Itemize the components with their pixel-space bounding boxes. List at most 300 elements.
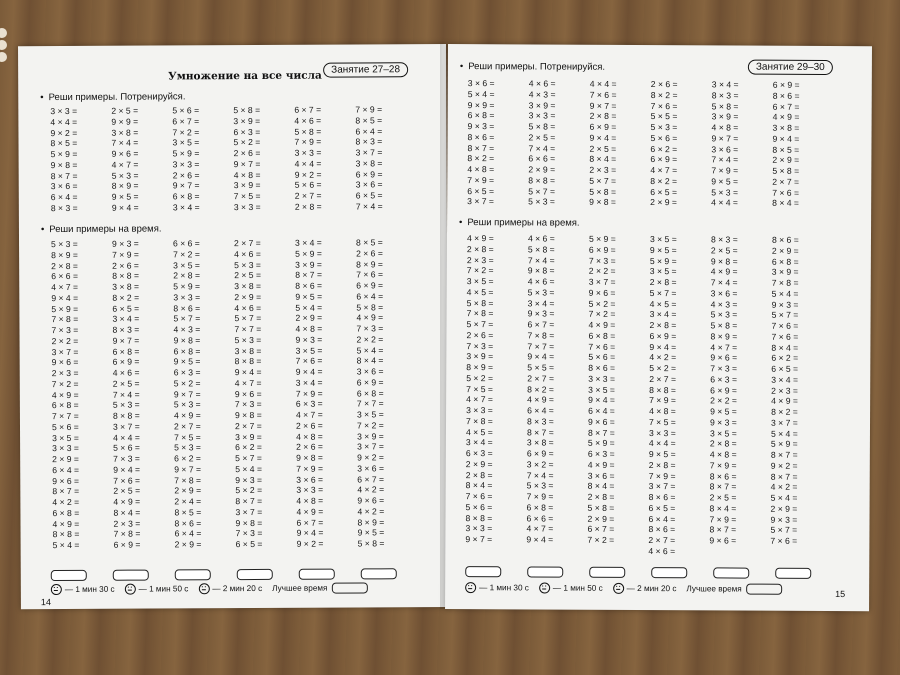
answer-box[interactable]: [237, 569, 273, 580]
exercise: 9 × 3 =: [709, 417, 737, 428]
answer-boxes-row: [465, 566, 811, 579]
exercise: 6 × 5 =: [112, 303, 140, 314]
answer-box[interactable]: [465, 566, 501, 577]
exercise: 9 × 8 =: [527, 265, 555, 276]
exercise: 6 × 7 =: [294, 104, 322, 115]
exercise: 6 × 6 =: [528, 153, 556, 164]
exercise: 8 × 7 =: [467, 142, 495, 153]
exercise: 4 × 4 =: [589, 78, 617, 89]
exercise: 4 × 5 =: [466, 286, 494, 297]
exercise: 5 × 4 =: [771, 288, 799, 299]
exercise: 9 × 7 =: [173, 388, 201, 399]
exercise: 6 × 8 =: [173, 345, 201, 356]
exercise: 2 × 7 =: [294, 190, 322, 201]
exercise: 2 × 9 =: [174, 485, 202, 496]
exercise: 2 × 6 =: [296, 441, 323, 453]
exercise: 2 × 5 =: [112, 378, 140, 389]
exercise: 3 × 9 =: [711, 111, 739, 122]
exercise: 4 × 2 =: [770, 481, 798, 493]
exercise: 9 × 6 =: [234, 388, 262, 399]
exercise: 8 × 6 =: [771, 234, 799, 245]
exercise: 3 × 6 =: [711, 143, 739, 155]
exercise: 7 × 6 =: [356, 269, 383, 280]
exercise: 8 × 6 =: [709, 470, 737, 482]
exercise: 8 × 5 =: [50, 138, 78, 149]
exercise: 8 × 6 =: [772, 90, 800, 101]
lesson-badge: Занятие 29–30: [748, 60, 833, 75]
exercise: 2 × 9 =: [770, 503, 798, 514]
exercise: 5 × 3 =: [650, 122, 678, 133]
exercise: 8 × 4 =: [113, 507, 141, 518]
exercise: 3 × 3 =: [528, 110, 556, 121]
exercise: 6 × 8 =: [526, 502, 554, 513]
exercise: 3 × 3 =: [233, 201, 261, 212]
exercise: 9 × 8 =: [50, 159, 78, 170]
exercise: 7 × 6 =: [588, 341, 616, 352]
exercise: 9 × 6 =: [357, 495, 385, 506]
exercise-column: [234, 238, 297, 550]
exercise: 6 × 5 =: [648, 502, 676, 513]
exercise: 6 × 8 =: [112, 346, 140, 357]
exercise: 5 × 3 =: [51, 238, 78, 250]
exercise-column: [233, 105, 295, 213]
exercise: 3 × 3 =: [466, 405, 493, 416]
exercise-column: [356, 237, 419, 549]
exercise: 2 × 3 =: [589, 164, 617, 175]
exercise: 9 × 4 =: [588, 394, 615, 406]
exercise: 3 × 3 =: [172, 159, 200, 170]
legend-time-2: — 1 мин 50 с: [138, 584, 189, 594]
answer-box[interactable]: [361, 568, 397, 579]
exercise: 4 × 8 =: [295, 323, 323, 334]
exercise: 5 × 4 =: [770, 492, 798, 503]
exercise: 3 × 4 =: [112, 313, 140, 325]
exercise: 3 × 6 =: [356, 366, 384, 377]
exercise: 5 × 9 =: [173, 281, 201, 292]
exercise: 3 × 9 =: [528, 99, 556, 111]
exercise: 5 × 6 =: [650, 132, 678, 143]
exercise: 5 × 3 =: [174, 442, 201, 453]
best-time-box[interactable]: [746, 584, 782, 595]
exercise: 3 × 4 =: [295, 377, 323, 388]
exercise: 7 × 3 =: [113, 453, 140, 464]
exercise: 3 × 4 =: [172, 202, 200, 213]
answer-box[interactable]: [527, 566, 563, 577]
exercise: 4 × 6 =: [294, 115, 322, 126]
left-page: [18, 44, 449, 609]
exercise: 5 × 3 =: [528, 196, 555, 207]
exercise: 6 × 9 =: [356, 280, 384, 291]
exercise: 9 × 5 =: [649, 244, 677, 255]
exercise: 7 × 6 =: [465, 491, 493, 502]
exercise: 8 × 7 =: [52, 486, 80, 497]
time-legend: [51, 582, 378, 595]
exercise: 7 × 4 =: [112, 389, 140, 400]
exercise: 3 × 4 =: [527, 297, 555, 309]
exercise: 4 × 2 =: [52, 496, 80, 508]
exercise: 6 × 2 =: [771, 352, 799, 364]
exercise: 4 × 5 =: [649, 298, 677, 309]
exercise: 6 × 4 =: [527, 405, 554, 416]
exercise: 6 × 4 =: [356, 291, 384, 302]
exercise: 9 × 6 =: [51, 357, 79, 368]
exercise: 5 × 4 =: [235, 463, 263, 474]
exercise: 2 × 6 =: [112, 260, 139, 271]
exercise: 7 × 4 =: [355, 201, 383, 212]
exercise: 9 × 7 =: [174, 464, 202, 475]
exercise: 9 × 6 =: [709, 535, 737, 546]
exercise: 4 × 8 =: [709, 449, 737, 460]
neutral-face-icon: [125, 584, 136, 595]
exercise: 2 × 2 =: [356, 334, 384, 345]
exercise: 2 × 3 =: [466, 254, 494, 265]
exercise: 7 × 3 =: [51, 324, 79, 336]
exercise: 4 × 7 =: [526, 523, 554, 534]
exercise: 6 × 5 =: [467, 185, 495, 196]
exercise: 5 × 8 =: [587, 502, 615, 513]
exercise: 2 × 9 =: [465, 458, 493, 469]
exercise-column: [526, 233, 589, 556]
exercise-column: [51, 239, 114, 551]
exercise: 8 × 3 =: [527, 416, 554, 427]
answer-box[interactable]: [175, 569, 211, 580]
exercise: 7 × 9 =: [467, 174, 495, 185]
exercise: 2 × 6 =: [233, 147, 261, 159]
exercise: 4 × 6 =: [112, 367, 140, 378]
exercise: 2 × 9 =: [528, 164, 556, 175]
exercise: 7 × 5 =: [648, 416, 676, 427]
exercise: 4 × 8 =: [467, 164, 495, 175]
exercise: 4 × 7 =: [234, 377, 262, 388]
exercise: 8 × 8 =: [234, 356, 262, 367]
exercise: 5 × 6 =: [465, 501, 493, 512]
exercise: 9 × 3 =: [235, 474, 263, 485]
exercise: 9 × 5 =: [711, 176, 739, 187]
exercise: 3 × 7 =: [355, 147, 383, 158]
exercise: 5 × 6 =: [588, 351, 616, 363]
exercise: 3 × 6 =: [50, 181, 78, 192]
exercise: 7 × 2 =: [51, 378, 79, 389]
exercise: 5 × 9 =: [770, 438, 798, 450]
exercise: 7 × 6 =: [113, 475, 141, 486]
exercise: 3 × 5 =: [173, 259, 200, 270]
exercise: 6 × 8 =: [356, 387, 384, 398]
exercise: 8 × 3 =: [710, 234, 738, 245]
neutral-face-icon: [539, 582, 550, 593]
exercise: 4 × 9 =: [587, 459, 615, 470]
exercise: 6 × 2 =: [650, 143, 678, 154]
exercise: 3 × 9 =: [233, 180, 261, 191]
exercise: 5 × 3 =: [112, 399, 140, 410]
exercise: 3 × 3 =: [588, 373, 616, 384]
exercise: 5 × 3 =: [527, 287, 555, 298]
exercise: 9 × 6 =: [588, 287, 616, 298]
exercise-column: [294, 104, 356, 212]
exercise: 7 × 4 =: [711, 154, 739, 165]
exercise: 3 × 5 =: [172, 137, 200, 148]
exercise: 6 × 9 =: [526, 448, 554, 459]
exercise: 2 × 8 =: [466, 243, 494, 254]
exercise: 8 × 2 =: [527, 383, 554, 395]
exercise: 6 × 8 =: [52, 507, 80, 518]
exercise: 5 × 5 =: [650, 111, 678, 122]
exercise: 8 × 8 =: [465, 512, 493, 523]
exercise: 4 × 9 =: [113, 496, 141, 507]
exercise: 5 × 7 =: [649, 287, 677, 298]
exercise: 2 × 9 =: [174, 539, 202, 550]
exercise: 3 × 5 =: [649, 234, 677, 245]
exercise: 6 × 7 =: [357, 473, 385, 484]
exercise: 6 × 8 =: [51, 400, 79, 411]
exercise: 2 × 9 =: [772, 154, 800, 166]
exercise: 5 × 7 =: [770, 524, 798, 536]
exercise: 7 × 8 =: [51, 314, 79, 325]
exercise: 5 × 8 =: [466, 297, 494, 308]
exercise: 3 × 8 =: [526, 437, 554, 448]
exercise: 7 × 9 =: [526, 491, 554, 502]
exercise: 8 × 5 =: [356, 237, 383, 248]
exercise: 4 × 4 =: [50, 116, 78, 127]
exercise: 7 × 8 =: [771, 277, 799, 288]
exercise: 9 × 2 =: [770, 460, 798, 471]
exercise: 8 × 9 =: [710, 331, 738, 342]
exercise-column: [587, 234, 650, 557]
exercise: 7 × 4 =: [526, 469, 554, 481]
exercise: 2 × 5 =: [589, 143, 617, 154]
page-title: Умножение на все числа: [168, 69, 322, 83]
exercise: 7 × 6 =: [295, 355, 323, 367]
exercise: 2 × 9 =: [771, 245, 799, 256]
exercise-column: [709, 234, 772, 557]
best-time-box[interactable]: [331, 582, 367, 593]
exercise: 7 × 3 =: [588, 255, 616, 266]
exercise: 5 × 6 =: [294, 179, 322, 191]
answer-box[interactable]: [589, 567, 625, 578]
instruction-timed: • Реши примеры на время.: [41, 223, 162, 235]
exercise: 7 × 4 =: [111, 137, 139, 149]
exercise: 9 × 4 =: [295, 366, 323, 377]
exercise: 6 × 2 =: [235, 442, 262, 453]
exercise: 7 × 9 =: [648, 470, 676, 481]
exercise: 8 × 6 =: [648, 492, 676, 503]
exercise: 3 × 3 =: [52, 443, 79, 454]
exercise: 3 × 7 =: [357, 441, 384, 452]
exercise: 5 × 8 =: [357, 538, 385, 549]
exercise: 9 × 7 =: [112, 335, 140, 346]
exercise: 2 × 8 =: [587, 491, 615, 502]
exercise: 5 × 6 =: [172, 105, 200, 116]
answer-box[interactable]: [651, 567, 687, 578]
exercise-column: [50, 106, 112, 214]
exercise: 6 × 9 =: [113, 539, 141, 550]
exercise: 3 × 5 =: [709, 427, 737, 439]
exercise: 9 × 7 =: [465, 534, 493, 545]
exercise: 7 × 6 =: [650, 100, 678, 111]
answer-boxes-row: [51, 568, 397, 581]
exercise: 4 × 8 =: [296, 431, 323, 442]
exercise: 7 × 9 =: [296, 463, 324, 474]
exercise: 9 × 4 =: [589, 132, 617, 143]
exercise: 2 × 7 =: [648, 535, 676, 546]
exercise: 7 × 2 =: [172, 126, 200, 137]
answer-box[interactable]: [299, 569, 335, 580]
exercise: 9 × 7 =: [233, 158, 261, 169]
exercise: 5 × 6 =: [113, 442, 140, 453]
exercise: 2 × 9 =: [587, 513, 615, 524]
exercise: 3 × 7 =: [648, 481, 676, 492]
exercise: 7 × 8 =: [527, 330, 555, 341]
exercise: 2 × 8 =: [649, 277, 677, 288]
exercise: 9 × 4 =: [772, 133, 800, 144]
exercise: 6 × 9 =: [649, 330, 677, 341]
exercise: 2 × 3 =: [51, 367, 79, 379]
answer-box[interactable]: [51, 570, 87, 581]
exercise: 5 × 8 =: [527, 244, 555, 255]
exercise: 4 × 2 =: [649, 352, 677, 363]
exercise: 2 × 9 =: [650, 197, 677, 208]
exercise: 8 × 6 =: [295, 280, 323, 291]
exercise: 9 × 4 =: [296, 527, 324, 539]
exercise: 2 × 9 =: [52, 453, 79, 465]
exercise: 7 × 7 =: [356, 398, 384, 409]
exercise: 7 × 9 =: [709, 460, 737, 471]
exercise: 5 × 4 =: [356, 344, 384, 355]
exercise: 8 × 5 =: [355, 115, 383, 126]
exercise: 7 × 3 =: [356, 323, 384, 334]
exercise: 6 × 7 =: [527, 319, 555, 330]
exercise: 4 × 9 =: [588, 319, 616, 330]
exercise: 4 × 9 =: [296, 506, 324, 517]
exercise-column: [465, 233, 528, 556]
exercise: 3 × 3 =: [50, 105, 78, 117]
exercise: 7 × 6 =: [770, 535, 798, 546]
exercise: 3 × 8 =: [234, 280, 262, 292]
exercise: 4 × 9 =: [771, 395, 798, 407]
exercise: 5 × 8 =: [356, 301, 384, 312]
exercise: 2 × 6 =: [295, 420, 323, 431]
exercise: 3 × 6 =: [710, 288, 738, 299]
exercise: 5 × 3 =: [111, 170, 139, 181]
exercise: 8 × 7 =: [235, 495, 263, 507]
exercise: 7 × 3 =: [235, 528, 263, 539]
exercise-column: [467, 78, 529, 207]
exercise: 3 × 6 =: [355, 179, 383, 190]
exercise-column: [589, 79, 651, 208]
exercise: 9 × 5 =: [295, 291, 323, 302]
exercise: 2 × 3 =: [771, 385, 798, 396]
exercise: 6 × 3 =: [465, 448, 493, 459]
exercise: 4 × 2 =: [357, 506, 385, 517]
instruction-practice: • Реши примеры. Потренируйся.: [460, 61, 605, 73]
exercise: 3 × 5 =: [52, 432, 79, 443]
exercise: 6 × 6 =: [51, 271, 79, 282]
exercise-column: [172, 105, 234, 213]
exercise: 5 × 7 =: [235, 452, 262, 464]
exercise-column: [528, 78, 590, 207]
exercise: 4 × 9 =: [51, 389, 79, 400]
exercise: 9 × 2 =: [50, 127, 78, 138]
exercise: 9 × 6 =: [52, 475, 80, 486]
exercise: 5 × 3 =: [711, 186, 739, 198]
exercise-column: [112, 238, 175, 550]
exercise: 2 × 9 =: [295, 312, 323, 324]
best-time-label: Лучшее время: [272, 583, 328, 593]
exercise: 6 × 9 =: [355, 168, 383, 179]
exercise: 7 × 8 =: [466, 308, 494, 319]
exercise: 8 × 8 =: [528, 175, 556, 186]
exercise: 9 × 9 =: [467, 99, 495, 110]
exercise: 9 × 5 =: [648, 449, 676, 460]
exercise: 5 × 7 =: [771, 309, 799, 321]
exercise: 4 × 7 =: [111, 159, 139, 170]
exercise: 4 × 5 =: [465, 426, 493, 437]
exercise: 2 × 7 =: [234, 420, 262, 431]
exercise: 4 × 6 =: [527, 233, 555, 244]
exercise: 9 × 5 =: [710, 406, 737, 417]
exercise: 8 × 7 =: [770, 471, 798, 482]
exercise: 5 × 3 =: [173, 399, 201, 410]
exercise: 3 × 5 =: [588, 384, 615, 395]
exercise: 2 × 7 =: [173, 421, 201, 432]
answer-box[interactable]: [713, 567, 749, 578]
exercise: 3 × 8 =: [112, 281, 140, 292]
exercise: 8 × 7 =: [587, 427, 615, 438]
exercise: 7 × 3 =: [466, 340, 494, 351]
exercise: 9 × 8 =: [296, 452, 323, 463]
exercise: 8 × 6 =: [588, 362, 616, 373]
exercise: 9 × 4 =: [111, 202, 139, 213]
exercise: 3 × 4 =: [295, 237, 322, 248]
answer-box[interactable]: [775, 568, 811, 579]
exercise: 7 × 9 =: [711, 165, 739, 176]
legend-time-1: — 1 мин 30 с: [479, 583, 529, 593]
exercise: 3 × 4 =: [465, 437, 493, 448]
exercise: 4 × 9 =: [52, 518, 80, 529]
exercise: 5 × 9 =: [649, 255, 677, 266]
answer-box[interactable]: [113, 570, 149, 581]
exercise: 4 × 4 =: [294, 158, 322, 169]
exercise-column: [355, 104, 417, 212]
exercise: 5 × 7 =: [589, 175, 617, 186]
exercise: 2 × 4 =: [174, 496, 202, 507]
exercise: 2 × 2 =: [51, 335, 79, 346]
exercise: 4 × 9 =: [527, 394, 554, 405]
exercise: 8 × 4 =: [709, 503, 737, 514]
exercise: 4 × 7 =: [650, 165, 678, 176]
exercise: 5 × 9 =: [172, 148, 200, 159]
best-time-label: Лучшее время: [686, 584, 742, 594]
exercise: 4 × 7 =: [466, 394, 493, 405]
exercise: 8 × 3 =: [112, 324, 140, 335]
exercise: 9 × 3 =: [295, 334, 323, 345]
exercise: 5 × 9 =: [51, 303, 79, 314]
exercise: 3 × 3 =: [296, 484, 324, 496]
exercise: 4 × 4 =: [711, 197, 738, 208]
exercise: 5 × 9 =: [587, 437, 615, 449]
exercise: 6 × 8 =: [771, 256, 799, 267]
exercise: 5 × 3 =: [234, 334, 262, 345]
exercise: 7 × 6 =: [589, 89, 617, 100]
exercise: 6 × 2 =: [174, 453, 201, 464]
exercise: 7 × 7 =: [234, 323, 262, 335]
exercise: 6 × 5 =: [650, 186, 678, 197]
exercise: 3 × 4 =: [649, 309, 677, 320]
exercise: 4 × 9 =: [466, 233, 494, 244]
exercise: 2 × 2 =: [588, 265, 616, 277]
exercise: 3 × 9 =: [235, 431, 262, 442]
exercise: 7 × 4 =: [528, 142, 556, 154]
exercise: 9 × 8 =: [710, 255, 738, 267]
